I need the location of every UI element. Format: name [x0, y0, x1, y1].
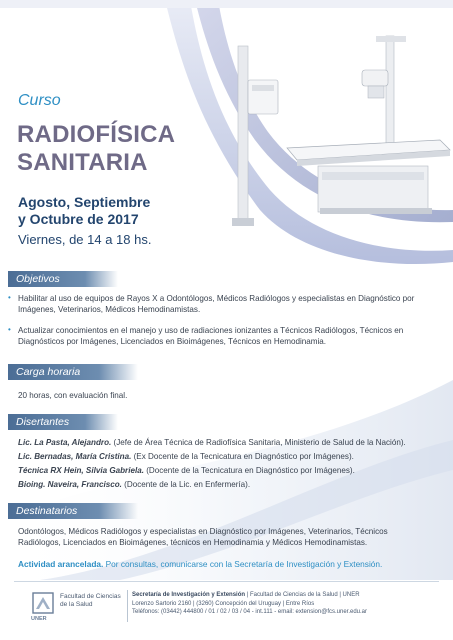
secretariat-name: Secretaría de Investigación y Extensión	[132, 592, 246, 598]
objective-1-line-1: Habilitar al uso de equipos de Rayos X a Odontólogos, Médicos Radiólogos y especialistas en Diagnóstico por	[18, 294, 415, 303]
uner-logo-text: UNER	[31, 616, 47, 622]
course-schedule: Viernes, de 14 a 18 hs.	[18, 232, 152, 247]
page-title	[17, 121, 175, 177]
audience-line-1: Odontólogos, Médicos Radiólogos y especialistas en Diagnóstico por Imágenes, Veterinarios, Técnicos	[18, 527, 388, 536]
section-label-destinatarios: Destinatarios	[8, 503, 138, 519]
fee-notice-text: Por consultas, comunicarse con la Secretaría de Investigación y Extensión.	[103, 559, 383, 569]
faculty-line-2: de la Salud	[60, 601, 93, 608]
speaker-name: Técnica RX Hein, Silvia Gabriela.	[18, 466, 144, 475]
speaker-role: (Jefe de Área Técnica de Radiofísica Sanitaria, Ministerio de Salud de la Nación).	[111, 438, 406, 447]
dates-line-2: y Octubre de 2017	[18, 211, 139, 227]
bullet-icon: •	[8, 293, 11, 302]
footer-separator	[127, 590, 128, 622]
speaker-item	[18, 451, 443, 462]
faculty-name	[60, 593, 130, 609]
objective-2-line-1: Actualizar conocimientos en el manejo y uso de radiaciones ionizantes a Técnicos Radiólogos, Técnicos en	[18, 326, 404, 335]
dates-line-1: Agosto, Septiembre	[18, 194, 151, 210]
speaker-role: (Docente de la Tecnicatura en Diagnóstico por Imágenes).	[143, 466, 355, 475]
secretariat-line	[132, 591, 367, 600]
speaker-item	[18, 479, 443, 490]
speaker-name: Lic. La Pasta, Alejandro.	[18, 438, 112, 447]
audience-text	[18, 526, 443, 548]
objective-1-line-2: Imágenes, Veterinarios, Médicos Hemodinamistas.	[18, 305, 201, 314]
speaker-name: Lic. Bernadas, María Cristina.	[18, 452, 132, 461]
uner-logo-icon	[32, 592, 54, 614]
objective-item	[18, 293, 443, 315]
speaker-role: (Docente de la Lic. en Enfermería).	[121, 480, 251, 489]
objective-2-line-2: Diagnósticos por Imágenes, Licenciados en Bioimágenes, Técnicos en Hemodinamia.	[18, 337, 327, 346]
speaker-item	[18, 437, 443, 448]
address-line: Lorenzo Sartorio 2160 | (3260) Concepción del Uruguay | Entre Ríos	[132, 600, 315, 607]
secretariat-affiliation: | Facultad de Ciencias de la Salud | UNER	[245, 592, 360, 598]
fee-notice	[18, 559, 382, 569]
title-line-1: RADIOFÍSICA	[17, 121, 176, 148]
objective-item	[18, 325, 443, 347]
faculty-line-1: Facultad de Ciencias	[60, 593, 121, 600]
speaker-role: (Ex Docente de la Tecnicatura en Diagnóstico por Imágenes).	[131, 452, 354, 461]
workload-text: 20 horas, con evaluación final.	[18, 391, 128, 400]
speaker-item	[18, 465, 443, 476]
speaker-name: Bioing. Naveira, Francisco.	[18, 480, 122, 489]
contact-line: Teléfonos: (03442) 444800 / 01 / 02 / 03 / 04 - int.111 - email: extension@fcs.uner.edu.ar	[132, 609, 368, 615]
fee-notice-bold: Actividad arancelada.	[18, 559, 104, 569]
contact-info	[132, 591, 367, 617]
footer-divider	[14, 581, 439, 582]
bullet-icon: •	[8, 325, 11, 334]
title-line-2: SANITARIA	[17, 149, 148, 176]
course-dates	[18, 194, 150, 228]
audience-line-2: Radiólogos, Licenciados en Bioimágenes, técnicos en Hemodinamia y Médicos Hemodinamistas.	[18, 538, 368, 547]
section-label-disertantes: Disertantes	[8, 414, 118, 430]
section-label-objetivos: Objetivos	[8, 271, 118, 287]
section-label-carga-horaria: Carga horaria	[8, 364, 138, 380]
course-kicker: Curso	[18, 92, 61, 109]
